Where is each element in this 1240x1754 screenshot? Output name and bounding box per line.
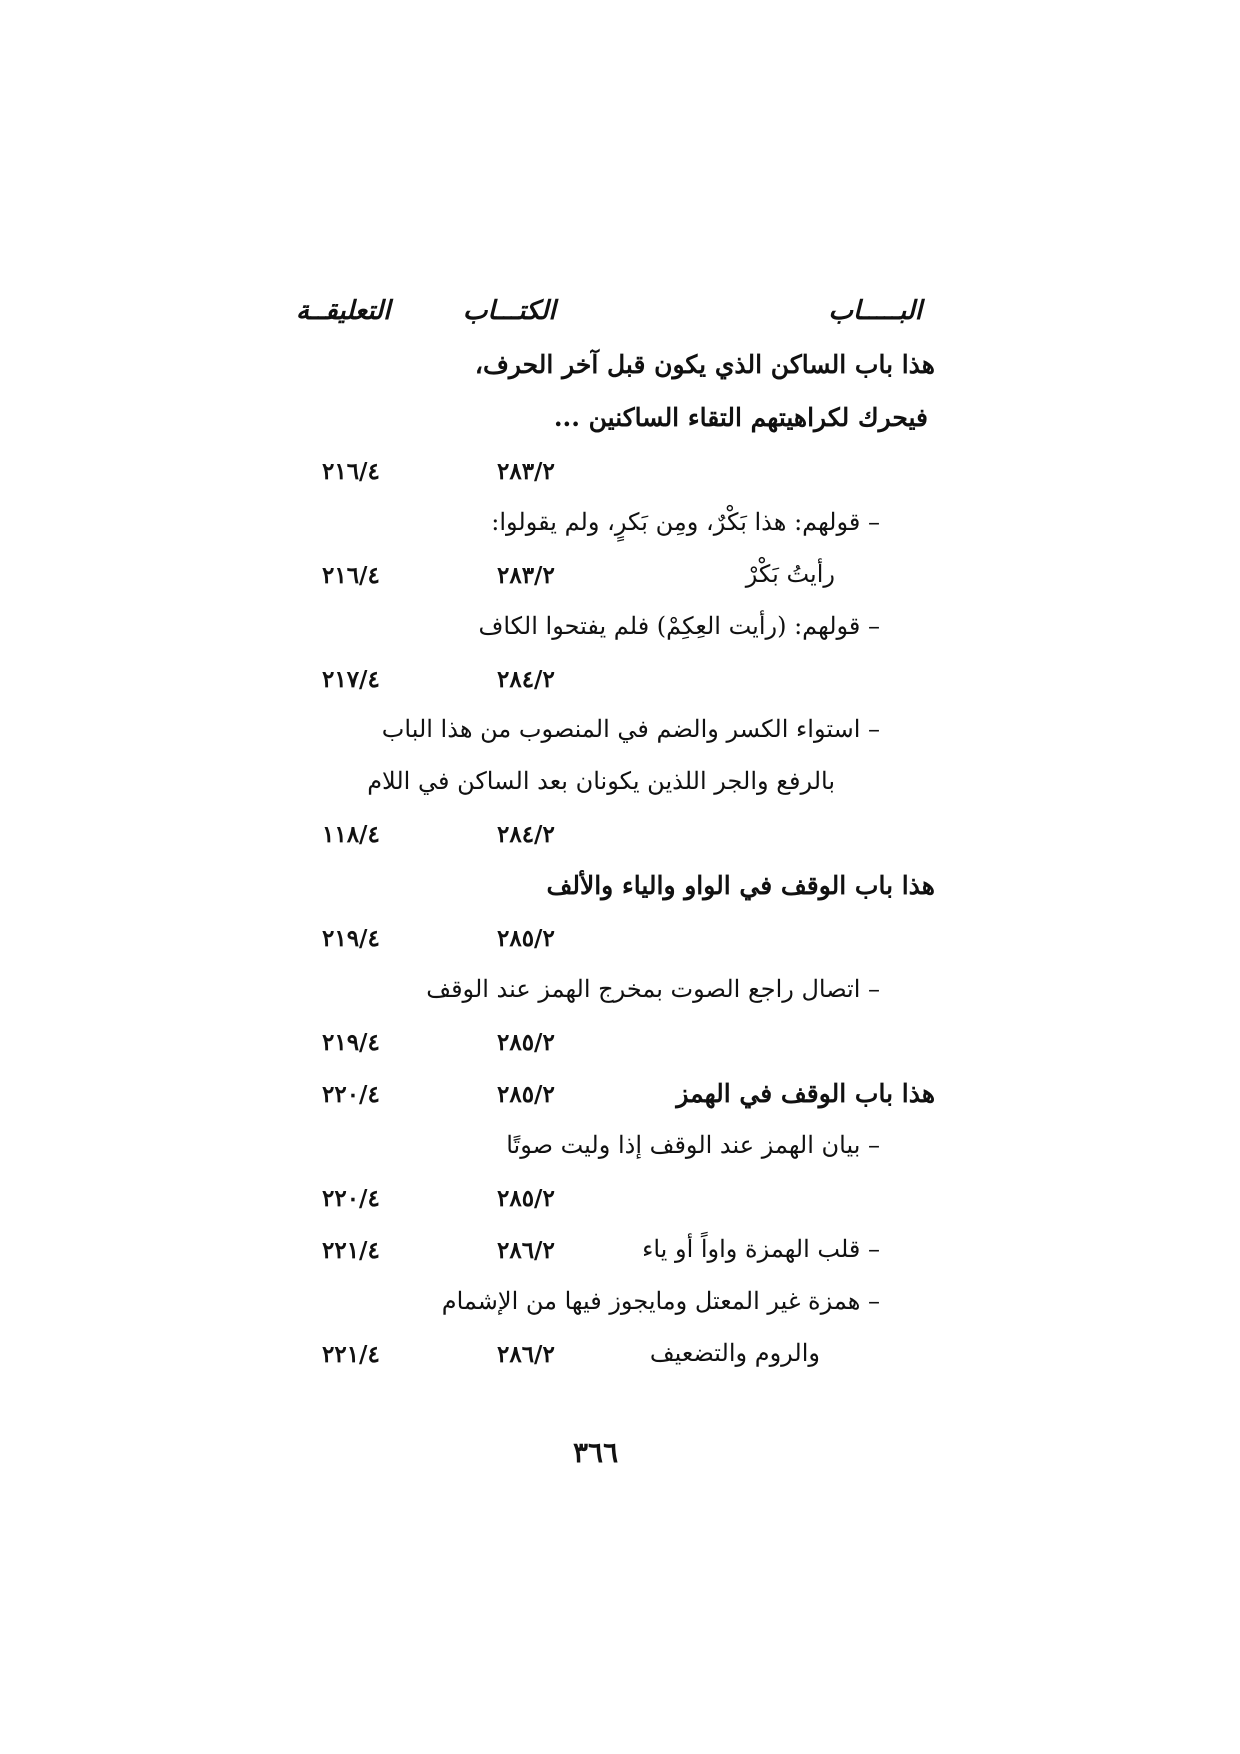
annotation-reference: ٢١٩/٤: [322, 1029, 380, 1056]
annotation-reference: ٢١٧/٤: [322, 666, 380, 693]
annotation-reference: ٢٢١/٤: [322, 1237, 380, 1264]
book-reference: ٢٨٥/٢: [497, 1029, 555, 1056]
entry-text: والروم والتضعيف: [649, 1339, 820, 1367]
chapter-title: هذا باب الوقف في الهمز: [676, 1079, 935, 1108]
book-reference: ٢٨٥/٢: [497, 925, 555, 952]
chapter-title: هذا باب الوقف في الواو والياء والألف: [546, 871, 935, 900]
chapter-title: هذا باب الساكن الذي يكون قبل آخر الحرف،: [474, 350, 935, 379]
entry-text: – استواء الكسر والضم في المنصوب من هذا الباب: [381, 715, 880, 743]
book-reference: ٢٨٥/٢: [497, 1081, 555, 1108]
book-reference: ٢٨٦/٢: [497, 1237, 555, 1264]
entry-text: – قولهم: (رأيت العِكِمْ) فلم يفتحوا الكاف: [478, 612, 880, 640]
annotation-reference: ٢١٦/٤: [322, 562, 380, 589]
entry-text: – قولهم: هذا بَكْرٌ، ومِن بَكرٍ، ولم يقولوا:: [491, 508, 880, 536]
entry-text: – بيان الهمز عند الوقف إذا وليت صوتًا: [506, 1131, 880, 1159]
book-reference: ٢٨٣/٢: [497, 562, 555, 589]
annotation-reference: ٢١٦/٤: [322, 458, 380, 485]
entry-text: رأيتُ بَكْرْ: [745, 560, 835, 588]
entry-text: – قلب الهمزة واواً أو ياء: [642, 1235, 880, 1263]
chapter-title-continued: فيحرك لكراهيتهم التقاء الساكنين ...: [553, 403, 928, 432]
annotation-reference: ١١٨/٤: [322, 821, 380, 848]
annotation-reference: ٢٢٠/٤: [322, 1081, 380, 1108]
page-number: ٣٦٦: [573, 1436, 619, 1469]
book-reference: ٢٨٤/٢: [497, 821, 555, 848]
header-book: الكتـــاب: [463, 296, 556, 326]
header-annotation: التعليقــة: [296, 296, 391, 326]
book-reference: ٢٨٦/٢: [497, 1341, 555, 1368]
annotation-reference: ٢٢٠/٤: [322, 1185, 380, 1212]
entry-text: بالرفع والجر اللذين يكونان بعد الساكن في اللام: [367, 767, 835, 795]
entry-text: – اتصال راجع الصوت بمخرج الهمز عند الوقف: [426, 975, 880, 1003]
book-reference: ٢٨٣/٢: [497, 458, 555, 485]
entry-text: – همزة غير المعتل ومايجوز فيها من الإشمام: [441, 1287, 880, 1315]
header-chapter: البـــــاب: [828, 296, 922, 326]
annotation-reference: ٢١٩/٤: [322, 925, 380, 952]
annotation-reference: ٢٢١/٤: [322, 1341, 380, 1368]
book-reference: ٢٨٥/٢: [497, 1185, 555, 1212]
book-reference: ٢٨٤/٢: [497, 666, 555, 693]
